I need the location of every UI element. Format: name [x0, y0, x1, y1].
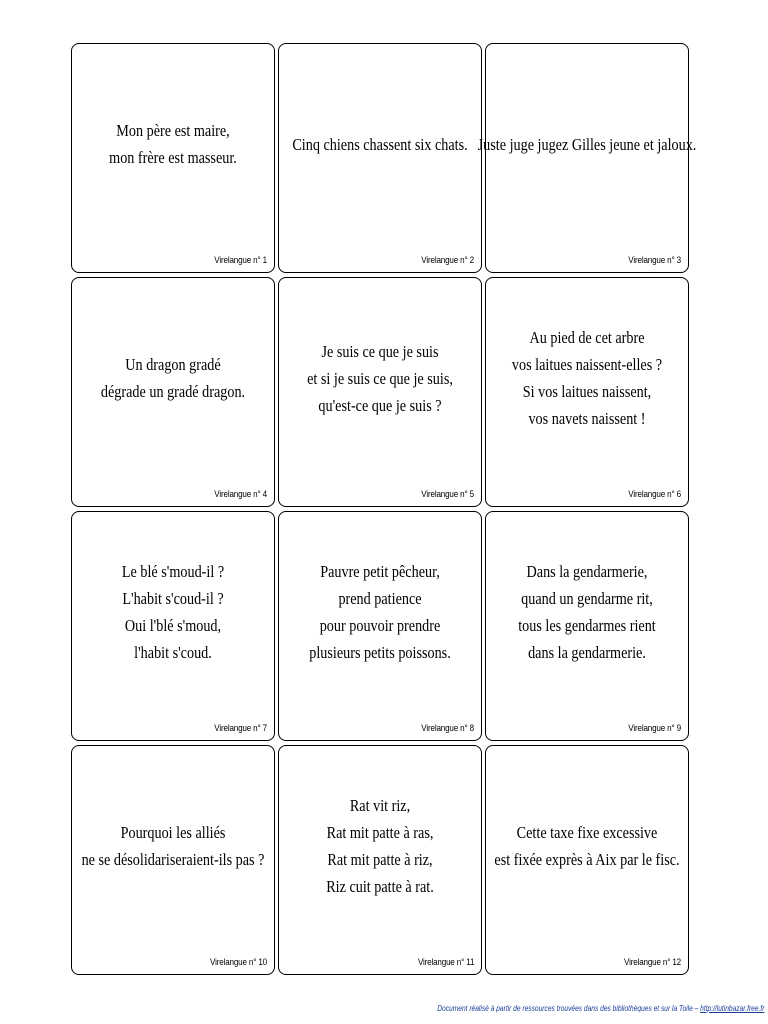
tongue-twister-card	[71, 43, 275, 273]
tongue-twister-card	[278, 43, 482, 273]
card-text-line: Dans la gendarmerie,	[526, 562, 648, 581]
card-number-label: Virelangue n° 2	[421, 255, 474, 266]
card-text-line: Cette taxe fixe excessive	[516, 823, 658, 842]
card-text-line: quand un gendarme rit,	[521, 589, 653, 608]
card-text-line: Oui l'blé s'moud,	[124, 616, 222, 635]
footer-text: Document réalisé à partir de ressources trouvées dans des bibliothèques et sur la Toile –	[436, 1003, 700, 1013]
card-text-line: vos navets naissent !	[528, 409, 646, 428]
card-grid	[71, 43, 697, 978]
card-text	[477, 44, 697, 244]
card-text	[504, 278, 671, 478]
tongue-twister-card	[278, 511, 482, 741]
card-text	[297, 278, 464, 478]
card-number-label: Virelangue n° 6	[628, 489, 681, 500]
tongue-twister-card	[71, 277, 275, 507]
card-text	[297, 512, 464, 712]
tongue-twister-card	[278, 745, 482, 975]
card-number-label: Virelangue n° 10	[210, 957, 267, 968]
card-text-line: Pourquoi les alliés	[120, 823, 226, 842]
card-text-line: vos laitues naissent-elles ?	[511, 355, 663, 374]
card-text-line: Rat vit riz,	[349, 796, 411, 815]
card-text-line: est fixée exprès à Aix par le fisc.	[494, 850, 680, 869]
card-text-line: Si vos laitues naissent,	[522, 382, 652, 401]
card-text-line: Cinq chiens chassent six chats.	[292, 134, 468, 154]
card-number-label: Virelangue n° 7	[214, 723, 267, 734]
tongue-twister-card	[278, 277, 482, 507]
card-number-label: Virelangue n° 11	[417, 957, 474, 968]
card-text	[90, 512, 257, 712]
card-text	[297, 746, 464, 946]
footer-note	[437, 1003, 764, 1013]
tongue-twister-card	[485, 511, 689, 741]
card-text	[90, 278, 257, 478]
tongue-twister-card	[71, 511, 275, 741]
tongue-twister-card	[485, 277, 689, 507]
card-number-label: Virelangue n° 3	[628, 255, 681, 266]
card-text-line: Juste juge jugez Gilles jeune et jaloux.	[477, 134, 697, 154]
card-text-line: mon frère est masseur.	[109, 148, 237, 167]
card-text-line: Mon père est maire,	[116, 121, 230, 140]
card-text	[90, 44, 257, 244]
card-text-line: plusieurs petits poissons.	[309, 643, 451, 662]
card-text-line: Au pied de cet arbre	[529, 328, 645, 347]
card-number-label: Virelangue n° 5	[421, 489, 474, 500]
card-text-line: qu'est-ce que je suis ?	[318, 395, 442, 415]
card-number-label: Virelangue n° 8	[421, 723, 474, 734]
card-number-label: Virelangue n° 1	[214, 255, 267, 266]
card-text-line: l'habit s'coud.	[134, 643, 212, 662]
card-text-line: dégrade un gradé dragon.	[100, 382, 246, 401]
card-text	[292, 44, 468, 244]
card-text-line: tous les gendarmes rient	[518, 616, 656, 635]
card-text-line: ne se désolidariseraient-ils pas ?	[81, 850, 265, 869]
card-text-line: Pauvre petit pêcheur,	[320, 562, 440, 581]
card-text-line: L'habit s'coud-il ?	[122, 589, 224, 608]
card-text-line: Je suis ce que je suis	[321, 341, 439, 361]
card-text-line: pour pouvoir prendre	[319, 616, 441, 635]
card-text-line: Rat mit patte à ras,	[326, 823, 434, 842]
footer-link[interactable]: http://lutinbazar.free.fr	[699, 1003, 764, 1013]
card-text	[504, 512, 671, 712]
card-text-line: Riz cuit patte à rat.	[326, 877, 434, 896]
card-number-label: Virelangue n° 12	[624, 957, 681, 968]
card-text-line: Un dragon gradé	[125, 355, 221, 374]
card-text-line: et si je suis ce que je suis,	[307, 368, 453, 388]
card-text-line: prend patience	[338, 589, 422, 608]
card-text-line: dans la gendarmerie.	[528, 643, 646, 662]
tongue-twister-card	[485, 745, 689, 975]
card-number-label: Virelangue n° 4	[214, 489, 267, 500]
card-text	[494, 746, 680, 946]
tongue-twister-card	[71, 745, 275, 975]
card-text-line: Rat mit patte à riz,	[327, 850, 433, 869]
card-text	[81, 746, 265, 946]
card-text-line: Le blé s'moud-il ?	[121, 562, 225, 581]
card-number-label: Virelangue n° 9	[628, 723, 681, 734]
tongue-twister-card	[477, 43, 697, 273]
